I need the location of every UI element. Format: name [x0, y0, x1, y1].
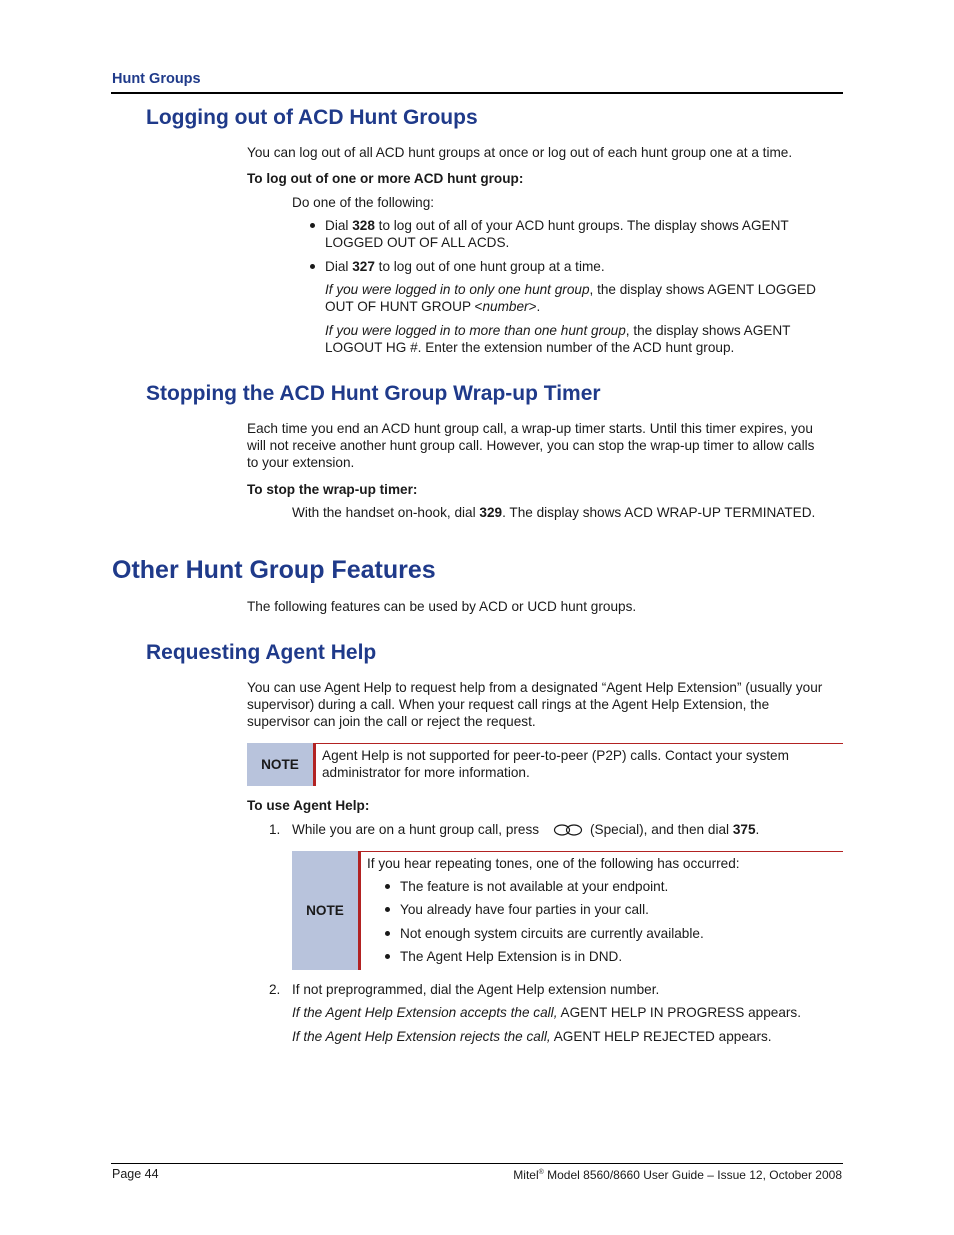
note-top-rule	[358, 851, 843, 852]
note-label: NOTE	[247, 743, 316, 786]
agent-help-intro-line1: You can use Agent Help to request help from a designated “Agent Help Extension” (usually your	[247, 680, 823, 695]
note-top-rule	[313, 743, 843, 744]
step-1-text-start: While you are on a hunt group call, press	[292, 822, 540, 837]
note-repeating-tones	[292, 851, 843, 970]
wrap-up-procedure-title: To stop the wrap-up timer:	[247, 482, 418, 497]
step-2-accepts: If the Agent Help Extension accepts the call, AGENT HELP IN PROGRESS appears.	[292, 1005, 802, 1020]
wrap-up-intro-line1: Each time you end an ACD hunt group call, a wrap-up timer starts. Until this timer expires, you	[247, 421, 813, 436]
section-title-wrap-up-timer: Stopping the ACD Hunt Group Wrap-up Timer	[146, 382, 601, 405]
note-tones-item: Not enough system circuits are currently available.	[400, 926, 704, 941]
agent-help-procedure-title: To use Agent Help:	[247, 798, 370, 813]
running-head: Hunt Groups	[112, 71, 201, 87]
page-number: Page 44	[112, 1167, 159, 1181]
bullet-icon	[385, 907, 390, 912]
bullet-dial-328-cont: LOGGED OUT OF ALL ACDS.	[325, 235, 510, 250]
multi-group-note: If you were logged in to more than one hunt group, the display shows AGENT	[325, 323, 791, 338]
bullet-icon	[385, 884, 390, 889]
bullet-icon	[385, 954, 390, 959]
step-2-rejects: If the Agent Help Extension rejects the call, AGENT HELP REJECTED appears.	[292, 1029, 772, 1044]
note-p2p-line1: Agent Help is not supported for peer-to-peer (P2P) calls. Contact your system	[322, 748, 789, 763]
agent-help-intro-line3: supervisor can join the call or reject the request.	[247, 714, 536, 729]
section-title-logging-out: Logging out of ACD Hunt Groups	[146, 106, 478, 129]
footer-doc-title: Mitel® Model 8560/8660 User Guide – Issue 12, October 2008	[513, 1168, 842, 1182]
wrap-up-intro-line2: will not receive another hunt group call. However, you can stop the wrap-up timer to allow calls	[247, 438, 815, 453]
note-label: NOTE	[292, 851, 361, 970]
footer-rule	[111, 1163, 843, 1164]
logging-out-procedure-title: To log out of one or more ACD hunt group:	[247, 171, 524, 186]
wrap-up-step: With the handset on-hook, dial 329. The display shows ACD WRAP-UP TERMINATED.	[292, 505, 816, 520]
bullet-icon	[310, 264, 315, 269]
agent-help-intro-line2: supervisor) during a call. When your request call rings at the Agent Help Extension, the	[247, 697, 770, 712]
chapter-intro: The following features can be used by ACD or UCD hunt groups.	[247, 599, 637, 614]
note-p2p	[247, 743, 843, 786]
wrap-up-intro-line3: to your extension.	[247, 455, 355, 470]
logging-out-intro: You can log out of all ACD hunt groups at once or log out of each hunt group one at a time.	[247, 145, 793, 160]
step-2-number: 2.	[269, 982, 281, 997]
step-1-text-end: (Special), and then dial 375.	[590, 822, 760, 837]
multi-group-note-cont: LOGOUT HG #. Enter the extension number of the ACD hunt group.	[325, 340, 735, 355]
note-tones-lead: If you hear repeating tones, one of the following has occurred:	[367, 856, 740, 871]
bullet-dial-328: Dial 328 to log out of all of your ACD hunt groups. The display shows AGENT	[325, 218, 789, 233]
note-tones-item: You already have four parties in your call.	[400, 902, 649, 917]
note-tones-item: The Agent Help Extension is in DND.	[400, 949, 623, 964]
one-group-note: If you were logged in to only one hunt group, the display shows AGENT LOGGED	[325, 282, 816, 297]
note-tones-item: The feature is not available at your endpoint.	[400, 879, 669, 894]
bullet-icon	[310, 223, 315, 228]
step-1-number: 1.	[269, 822, 281, 837]
bullet-dial-327: Dial 327 to log out of one hunt group at a time.	[325, 259, 605, 274]
header-rule	[111, 92, 843, 94]
note-p2p-line2: administrator for more information.	[322, 765, 530, 780]
bullet-icon	[385, 931, 390, 936]
logging-out-lead: Do one of the following:	[292, 195, 435, 210]
chapter-title: Other Hunt Group Features	[112, 556, 436, 584]
special-key-icon	[552, 822, 584, 838]
step-2-text: If not preprogrammed, dial the Agent Help extension number.	[292, 982, 660, 997]
section-title-agent-help: Requesting Agent Help	[146, 641, 377, 664]
one-group-note-cont: OUT OF HUNT GROUP <number>.	[325, 299, 541, 314]
